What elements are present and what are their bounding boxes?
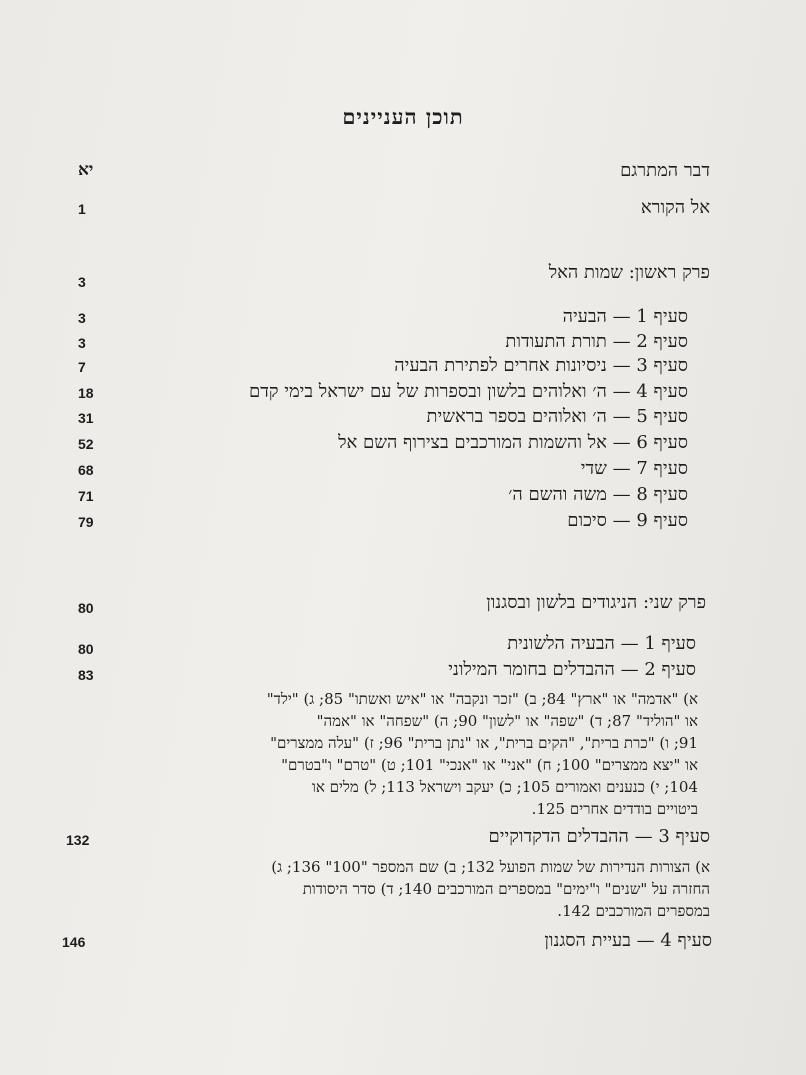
toc-section[interactable]: [70, 510, 710, 540]
detail-line: או "הוליד" 87; ד) "שפה" או "לשון" 90; ה) "שפחה" או "אמה": [316, 712, 698, 730]
toc-entry-translator[interactable]: [70, 160, 710, 190]
section-label: סעיף 5 — ה׳ ואלוהים בספר בראשית: [426, 406, 688, 427]
detail-line: א) הצורות הנדירות של שמות הפועל 132; ב) שם המספר "100" 136; ג): [271, 858, 710, 876]
section-page: 80: [78, 641, 94, 657]
section-page: 52: [78, 436, 94, 452]
section-page: 71: [78, 488, 94, 504]
section-label: סעיף 8 — משה והשם ה׳: [508, 484, 688, 505]
section-label: סעיף 9 — סיכום: [567, 510, 688, 531]
section-page: 83: [78, 667, 94, 683]
toc-entry-to-reader[interactable]: [70, 197, 710, 227]
toc-section[interactable]: [62, 930, 712, 960]
section-label: סעיף 3 — ההבדלים הדקדוקיים: [488, 826, 710, 847]
detail-line: 91; ו) "כרת ברית", "הקים ברית", או "נתן ברית" 96; ז) "עלה ממצרים": [270, 734, 698, 752]
section-page: 79: [78, 514, 94, 530]
detail-line: או "יצא ממצרים" 100; ח) "אני" או "אנכי" 101; ט) "טרם" ו"בטרם": [281, 756, 698, 774]
section-label: סעיף 4 — בעיית הסגנון: [544, 930, 712, 951]
toc-chapter-2[interactable]: [78, 592, 706, 622]
entry-page: יא: [78, 160, 94, 180]
detail-line: במספרים המורכבים 142.: [557, 902, 710, 920]
section-page: 146: [62, 934, 86, 950]
section-page: 3: [78, 310, 86, 326]
detail-line: א) "אדמה" או "ארץ" 84; ב) "זכר ונקבה" או "איש ואשתו" 85; ג) "ילד": [266, 690, 698, 708]
toc-section[interactable]: [66, 826, 710, 856]
detail-line: החזרה על "שנים" ו"ימים" במספרים המורכבים 140; ד) סדר היסודות: [302, 880, 710, 898]
section-3-details: [140, 856, 710, 922]
section-page: 31: [78, 410, 94, 426]
section-label: סעיף 4 — ה׳ ואלוהים בלשון ובספרות של עם ישראל בימי קדם: [249, 381, 688, 402]
section-label: סעיף 7 — שדי: [580, 458, 688, 479]
section-label: סעיף 1 — הבעיה: [562, 306, 688, 327]
section-page: 18: [78, 385, 94, 401]
chapter-page: 80: [78, 600, 94, 616]
section-label: סעיף 1 — הבעיה הלשונית: [507, 633, 696, 654]
section-page: 3: [78, 335, 86, 351]
section-label: סעיף 6 — אל והשמות המורכבים בצירוף השם אל: [338, 432, 688, 453]
chapter-page: 3: [78, 274, 86, 290]
entry-page: 1: [78, 201, 86, 217]
entry-label: דבר המתרגם: [620, 160, 710, 181]
section-page: 7: [78, 359, 86, 375]
section-page: 132: [66, 832, 90, 848]
section-label: סעיף 2 — תורת התעודות: [505, 331, 688, 352]
detail-line: ביטויים בודדים אחרים 125.: [531, 800, 698, 818]
section-label: סעיף 3 — ניסיונות אחרים לפתירת הבעיה: [394, 355, 688, 376]
toc-title: תוכן העניינים: [342, 104, 464, 129]
detail-line: 104; י) כנענים ואמורים 105; כ) יעקב וישראל 113; ל) מלים או: [312, 778, 698, 796]
entry-label: אל הקורא: [640, 197, 710, 218]
section-page: 68: [78, 462, 94, 478]
toc-section[interactable]: [78, 659, 696, 689]
section-2-details: [140, 688, 698, 820]
toc-chapter-1[interactable]: [70, 262, 710, 292]
section-label: סעיף 2 — ההבדלים בחומר המילוני: [448, 659, 696, 680]
chapter-label: פרק שני: הניגודים בלשון ובסגנון: [486, 592, 706, 613]
chapter-label: פרק ראשון: שמות האל: [548, 262, 710, 283]
